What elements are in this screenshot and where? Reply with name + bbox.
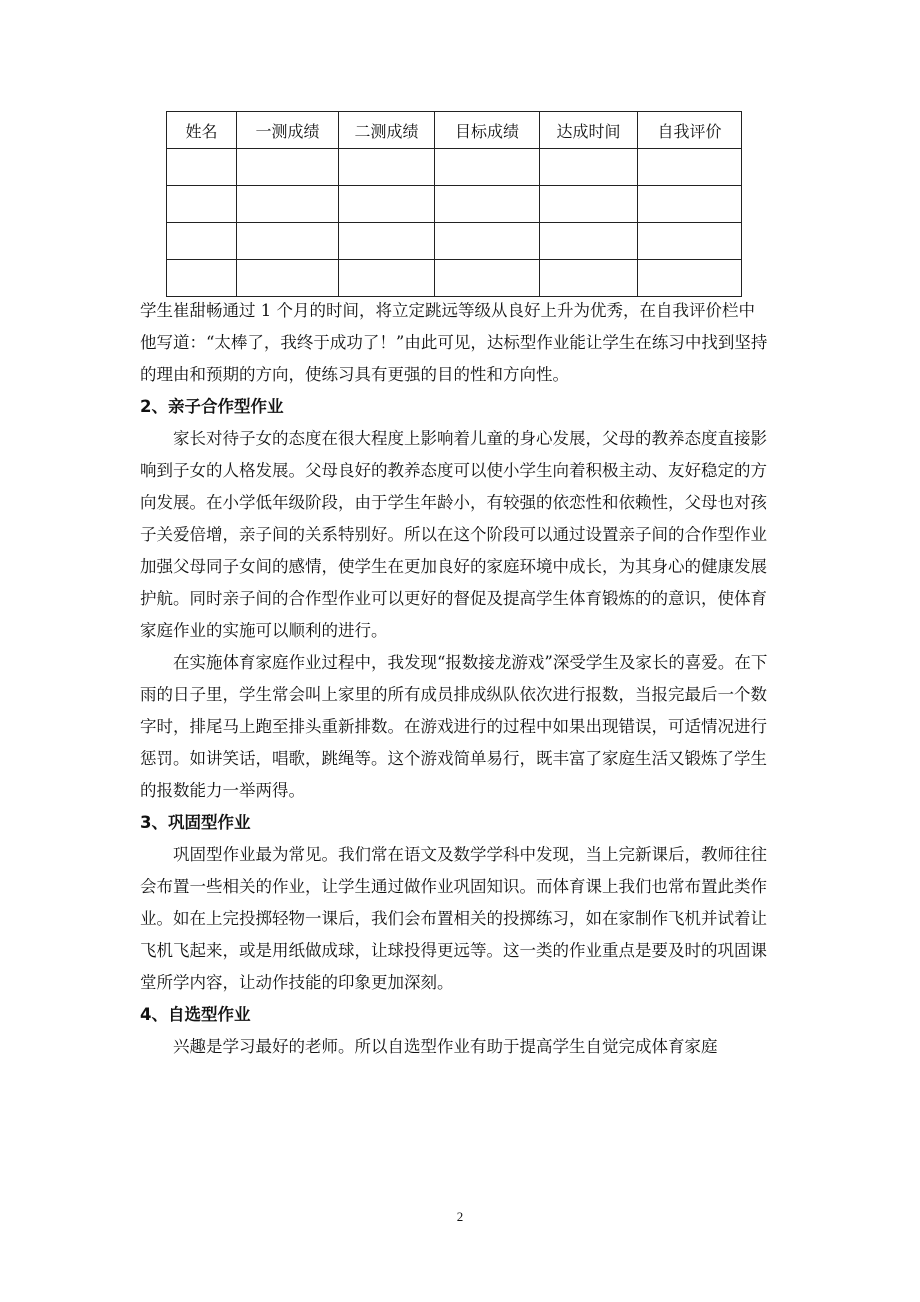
table-row bbox=[167, 149, 742, 186]
table-cell bbox=[167, 223, 237, 260]
table-cell bbox=[237, 186, 339, 223]
table-header-row bbox=[167, 112, 742, 149]
table-cell bbox=[339, 260, 435, 297]
column-header-achieved-time: 达成时间 bbox=[540, 112, 638, 149]
column-header-self-evaluation: 自我评价 bbox=[638, 112, 742, 149]
column-header-first-test: 一测成绩 bbox=[237, 112, 339, 149]
paragraph-consolidation: 巩固型作业最为常见。我们常在语文及数学学科中发现，当上完新课后，教师往往会布置一些相关的作业，让学生通过做作业巩固知识。而体育课上我们也常布置此类作业。如在上完投掷轻物一课后，我们会布置相关的投掷练习，如在家制作飞机并试着让飞机飞起来，或是用纸做成球，让球投得更远等。这一类的作业重点是要及时的巩固课堂所学内容，让动作技能的印象更加深刻。 bbox=[140, 845, 767, 992]
table-cell bbox=[237, 260, 339, 297]
table-cell bbox=[435, 223, 540, 260]
section-heading-consolidation: 3、巩固型作业 bbox=[140, 813, 251, 832]
table-cell bbox=[435, 260, 540, 297]
table-cell bbox=[167, 149, 237, 186]
section-heading-parent-child: 2、亲子合作型作业 bbox=[140, 397, 284, 416]
paragraph-interest: 兴趣是学习最好的老师。所以自选型作业有助于提高学生自觉完成体育家庭 bbox=[173, 1037, 718, 1056]
section-heading-self-selected: 4、自选型作业 bbox=[140, 1005, 251, 1024]
table-cell bbox=[237, 223, 339, 260]
table-cell bbox=[638, 186, 742, 223]
column-header-name: 姓名 bbox=[167, 112, 237, 149]
table-cell bbox=[339, 149, 435, 186]
table-cell bbox=[540, 186, 638, 223]
table-row bbox=[167, 186, 742, 223]
table-cell bbox=[638, 149, 742, 186]
table-row bbox=[167, 260, 742, 297]
table-cell bbox=[167, 186, 237, 223]
score-table bbox=[166, 111, 742, 297]
table-cell bbox=[540, 149, 638, 186]
table-row bbox=[167, 223, 742, 260]
paragraph-parent-attitude: 家长对待子女的态度在很大程度上影响着儿童的身心发展，父母的教养态度直接影响到子女的人格发展。父母良好的教养态度可以使小学生向着积极主动、友好稳定的方向发展。在小学低年级阶段，由于学生年龄小，有较强的依恋性和依赖性，父母也对孩子关爱倍增，亲子间的关系特别好。所以在这个阶段可以通过设置亲子间的合作型作业加强父母同子女间的感情，使学生在更加良好的家庭环境中成长，为其身心的健康发展护航。同时亲子间的合作型作业可以更好的督促及提高学生体育锻炼的的意识，使体育家庭作业的实施可以顺利的进行。 bbox=[140, 429, 767, 640]
table-cell bbox=[339, 223, 435, 260]
table-cell bbox=[237, 149, 339, 186]
table-cell bbox=[540, 223, 638, 260]
table-cell bbox=[339, 186, 435, 223]
paragraph-counting-game: 在实施体育家庭作业过程中，我发现“报数接龙游戏”深受学生及家长的喜爱。在下雨的日子里，学生常会叫上家里的所有成员排成纵队依次进行报数，当报完最后一个数字时，排尾马上跑至排头重新排数。在游戏进行的过程中如果出现错误，可适情况进行惩罚。如讲笑话，唱歌，跳绳等。这个游戏简单易行，既丰富了家庭生活又锻炼了学生的报数能力一举两得。 bbox=[140, 653, 768, 800]
body-text bbox=[140, 295, 770, 1063]
table-cell bbox=[435, 186, 540, 223]
column-header-target: 目标成绩 bbox=[435, 112, 540, 149]
table-cell bbox=[638, 223, 742, 260]
paragraph-achievement-example: 学生崔甜畅通过 1 个月的时间，将立定跳远等级从良好上升为优秀，在自我评价栏中他写道：“太棒了，我终于成功了！”由此可见，达标型作业能让学生在练习中找到坚持的理由和预期的方向，使练习具有更强的目的性和方向性。 bbox=[140, 301, 768, 384]
table-cell bbox=[167, 260, 237, 297]
table-cell bbox=[638, 260, 742, 297]
table-cell bbox=[435, 149, 540, 186]
page-number: 2 bbox=[456, 1209, 464, 1224]
column-header-second-test: 二测成绩 bbox=[339, 112, 435, 149]
table-cell bbox=[540, 260, 638, 297]
